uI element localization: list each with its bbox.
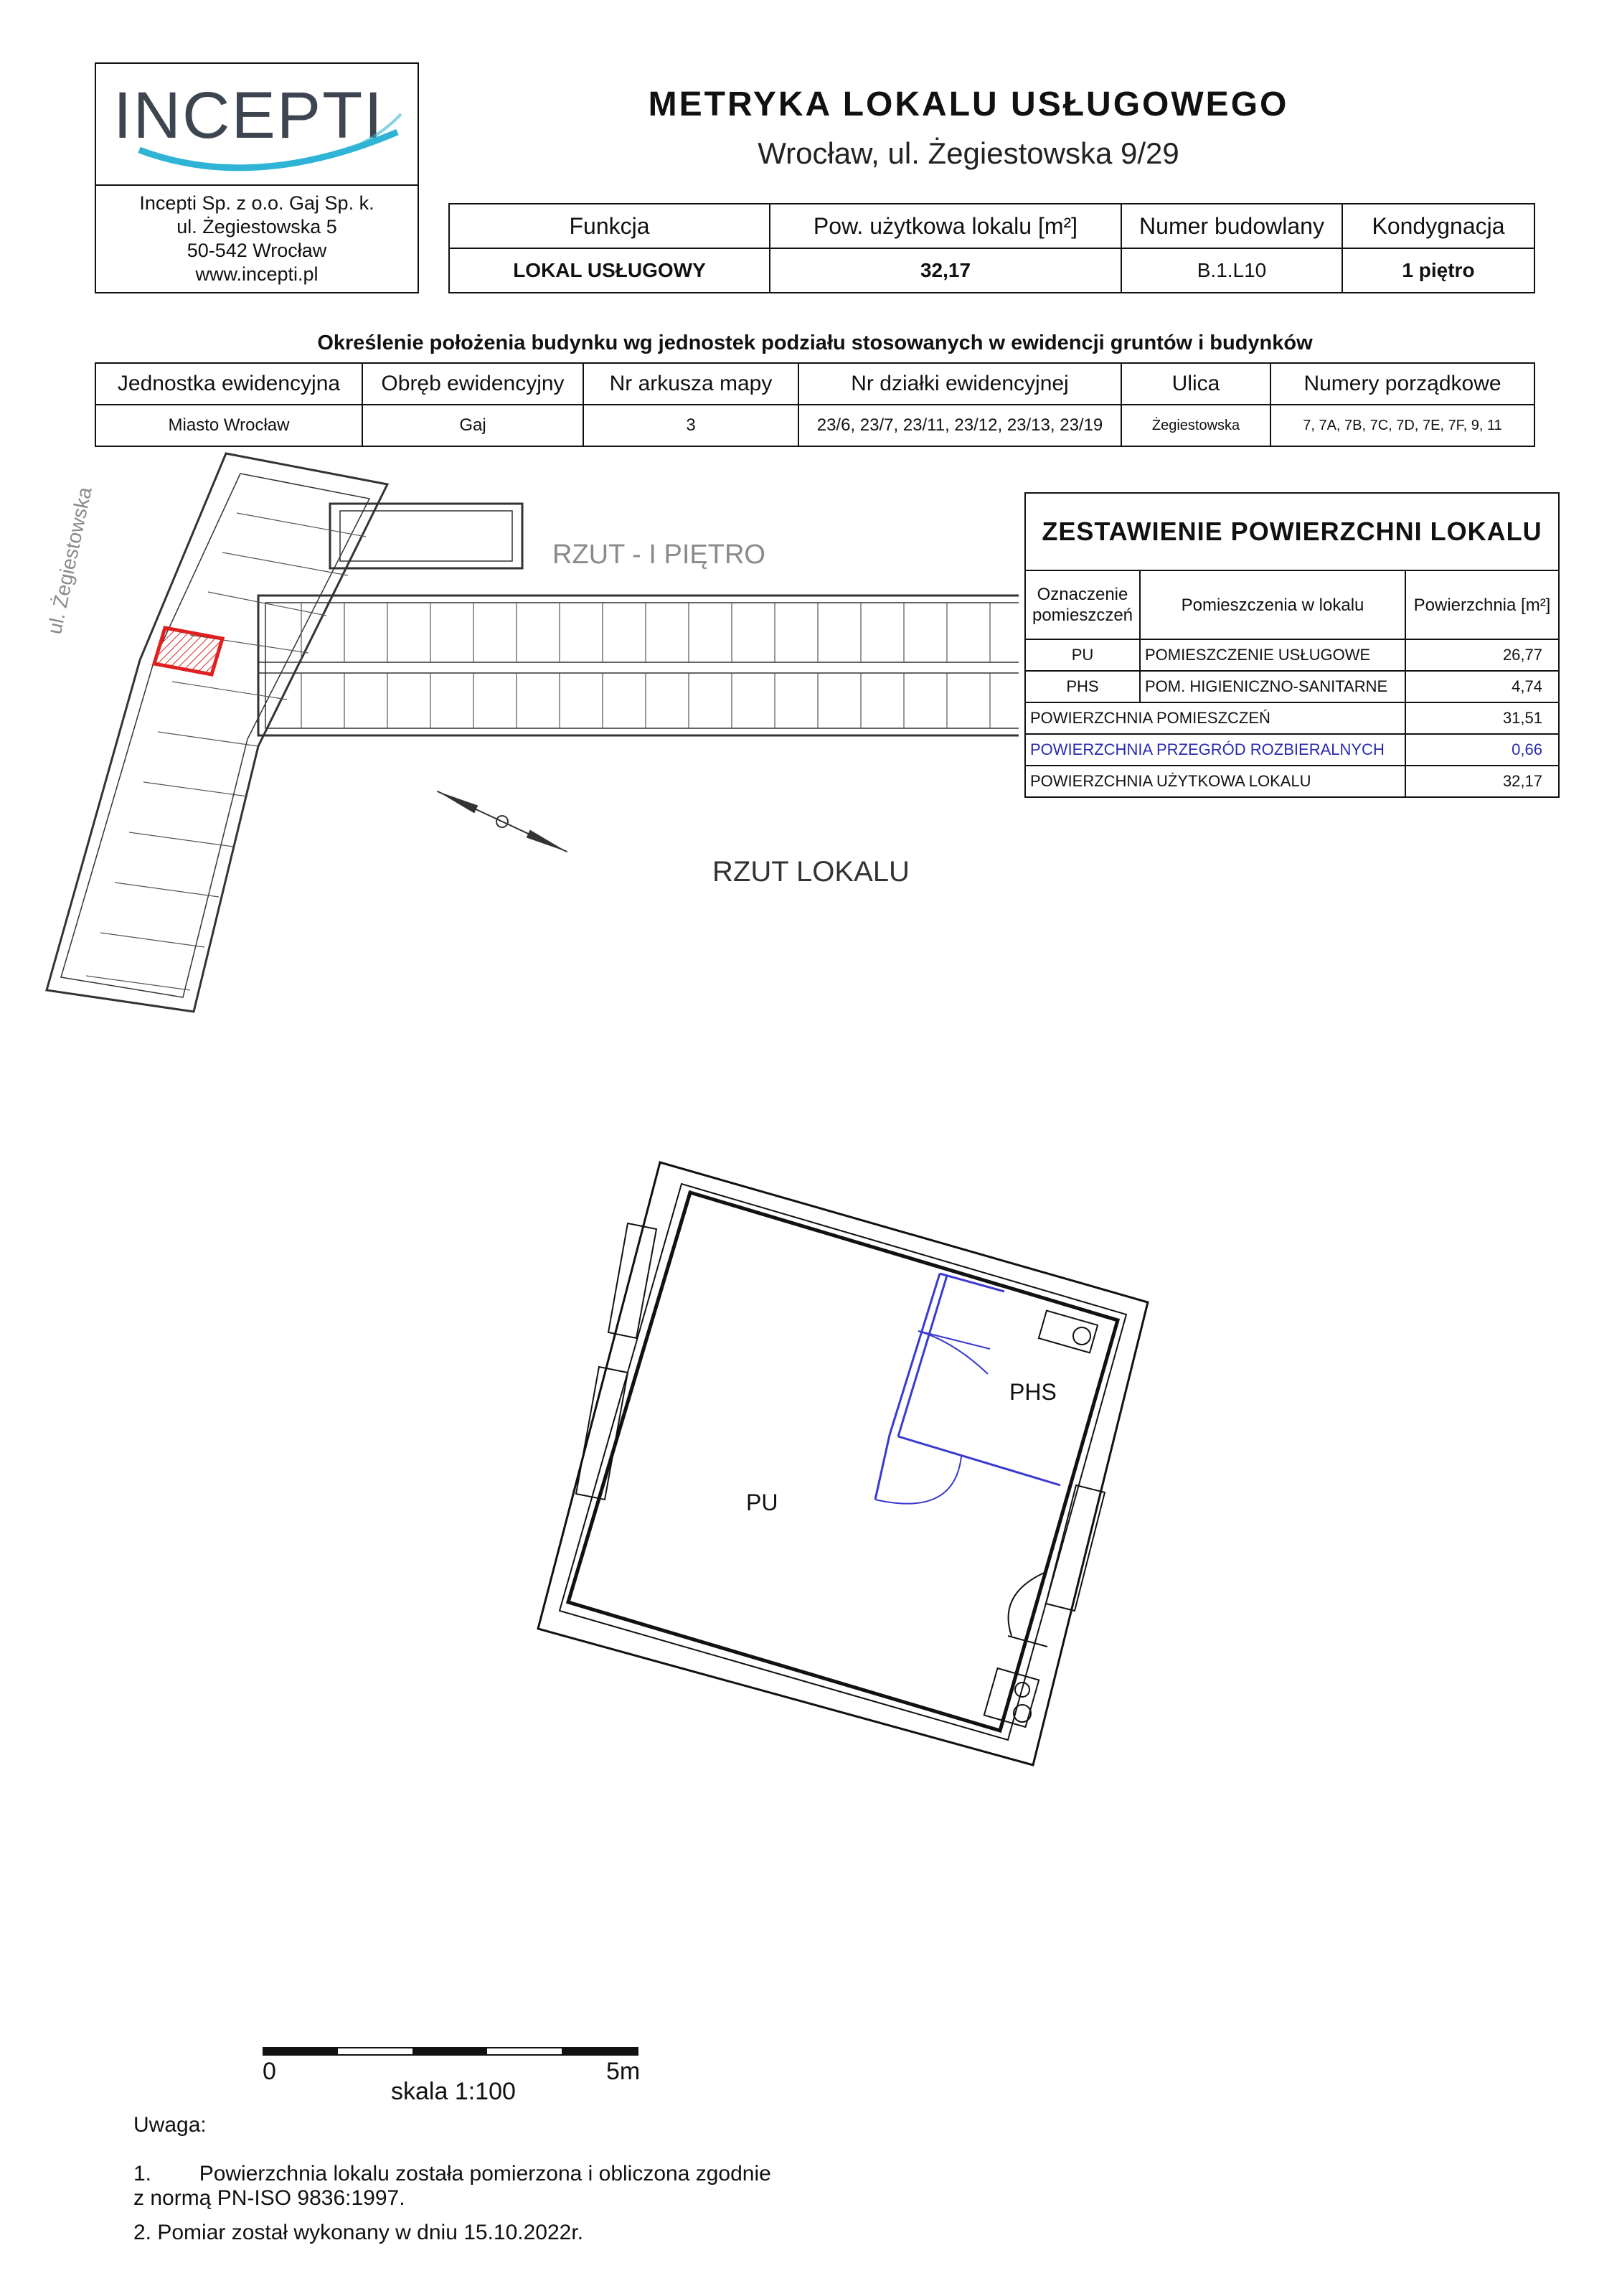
north-arrow-icon (435, 786, 570, 857)
street-label: ul. Żegiestowska (43, 485, 96, 636)
room-label-pu: PU (746, 1490, 778, 1515)
note-item: z normą PN-ISO 9836:1997. (133, 2186, 405, 2210)
function-value: LOKAL USŁUGOWY (449, 248, 770, 293)
header-cell: Nr arkusza mapy (583, 363, 798, 405)
logo (96, 64, 418, 186)
company-line: ul. Żegiestowska 5 (176, 216, 337, 237)
logo-arc-icon (96, 64, 418, 184)
location-table (95, 362, 1535, 447)
table-row (1025, 734, 1559, 766)
room-area: 4,74 (1405, 671, 1559, 702)
floor-value: 1 piętro (1342, 248, 1534, 293)
table-row (1025, 639, 1559, 671)
table-row (1025, 766, 1559, 797)
area-value: 32,17 (770, 248, 1121, 293)
room-area: 26,77 (1405, 639, 1559, 671)
summary-table (448, 203, 1535, 293)
total-label: POWIERZCHNIA UŻYTKOWA LOKALU (1025, 766, 1405, 797)
note-item: 1. Powierzchnia lokalu została pomierzona i obliczona zgodnie (133, 2162, 771, 2186)
header-cell: Kondygnacja (1342, 204, 1534, 248)
table-row (1025, 671, 1559, 702)
note-item: 2. Pomiar został wykonany w dniu 15.10.2022r. (133, 2221, 584, 2244)
location-value: 23/6, 23/7, 23/11, 23/12, 23/13, 23/19 (798, 405, 1121, 446)
header-cell: Pomieszczenia w lokalu (1140, 570, 1405, 639)
notes-heading: Uwaga: (133, 2113, 207, 2137)
company-address (96, 192, 418, 286)
unit-plan (531, 1148, 1162, 1779)
header-cell: Oznaczenie pomieszczeń (1025, 570, 1140, 639)
logo-text: INCEPTI (113, 79, 384, 152)
location-value: 3 (583, 405, 798, 446)
location-value: Miasto Wrocław (95, 405, 362, 446)
area-table-title: ZESTAWIENIE POWIERZCHNI LOKALU (1025, 493, 1559, 570)
scale-label: skala 1:100 (391, 2078, 516, 2105)
header-cell: Powierzchnia [m²] (1405, 570, 1559, 639)
page-title: METRYKA LOKALU USŁUGOWEGO (648, 85, 1289, 123)
header-cell: Obręb ewidencyjny (362, 363, 583, 405)
location-value: Żegiestowska (1121, 405, 1270, 446)
company-line: www.incepti.pl (195, 263, 319, 285)
area-table (1024, 492, 1560, 798)
total-value: 0,66 (1405, 734, 1559, 766)
header-cell: Jednostka ewidencyjna (95, 363, 362, 405)
building-number-value: B.1.L10 (1121, 248, 1342, 293)
location-value: Gaj (362, 405, 583, 446)
location-description: Określenie położenia budynku wg jednostek podziału stosowanych w ewidencji gruntów i budynków (317, 331, 1313, 354)
floor-label: RZUT - I PIĘTRO (552, 540, 765, 570)
header-cell: Ulica (1121, 363, 1270, 405)
building-floor-plan (43, 445, 1019, 1019)
location-value: 7, 7A, 7B, 7C, 7D, 7E, 7F, 9, 11 (1270, 405, 1534, 446)
header-cell: Nr działki ewidencyjnej (798, 363, 1121, 405)
total-value: 32,17 (1405, 766, 1559, 797)
scale-end: 5m (606, 2058, 641, 2085)
total-label: POWIERZCHNIA POMIESZCZEŃ (1025, 702, 1405, 734)
header-cell: Numery porządkowe (1270, 363, 1534, 405)
room-code: PHS (1025, 671, 1140, 702)
total-value: 31,51 (1405, 702, 1559, 734)
room-name: POM. HIGIENICZNO-SANITARNE (1140, 671, 1405, 702)
company-line: 50-542 Wrocław (187, 240, 327, 261)
plan-label: RZUT LOKALU (712, 856, 910, 888)
header-cell: Funkcja (449, 204, 770, 248)
company-box (95, 62, 419, 293)
table-row (1025, 702, 1559, 734)
room-label-phs: PHS (1009, 1379, 1057, 1405)
scale-bar (262, 2045, 642, 2059)
total-label: POWIERZCHNIA PRZEGRÓD ROZBIERALNYCH (1025, 734, 1405, 766)
room-name: POMIESZCZENIE USŁUGOWE (1140, 639, 1405, 671)
header-cell: Pow. użytkowa lokalu [m²] (770, 204, 1121, 248)
page-subtitle: Wrocław, ul. Żegiestowska 9/29 (758, 136, 1179, 170)
unit-highlight (154, 628, 222, 674)
company-line: Incepti Sp. z o.o. Gaj Sp. k. (139, 192, 374, 214)
header-cell: Numer budowlany (1121, 204, 1342, 248)
room-code: PU (1025, 639, 1140, 671)
scale-start: 0 (263, 2058, 276, 2085)
